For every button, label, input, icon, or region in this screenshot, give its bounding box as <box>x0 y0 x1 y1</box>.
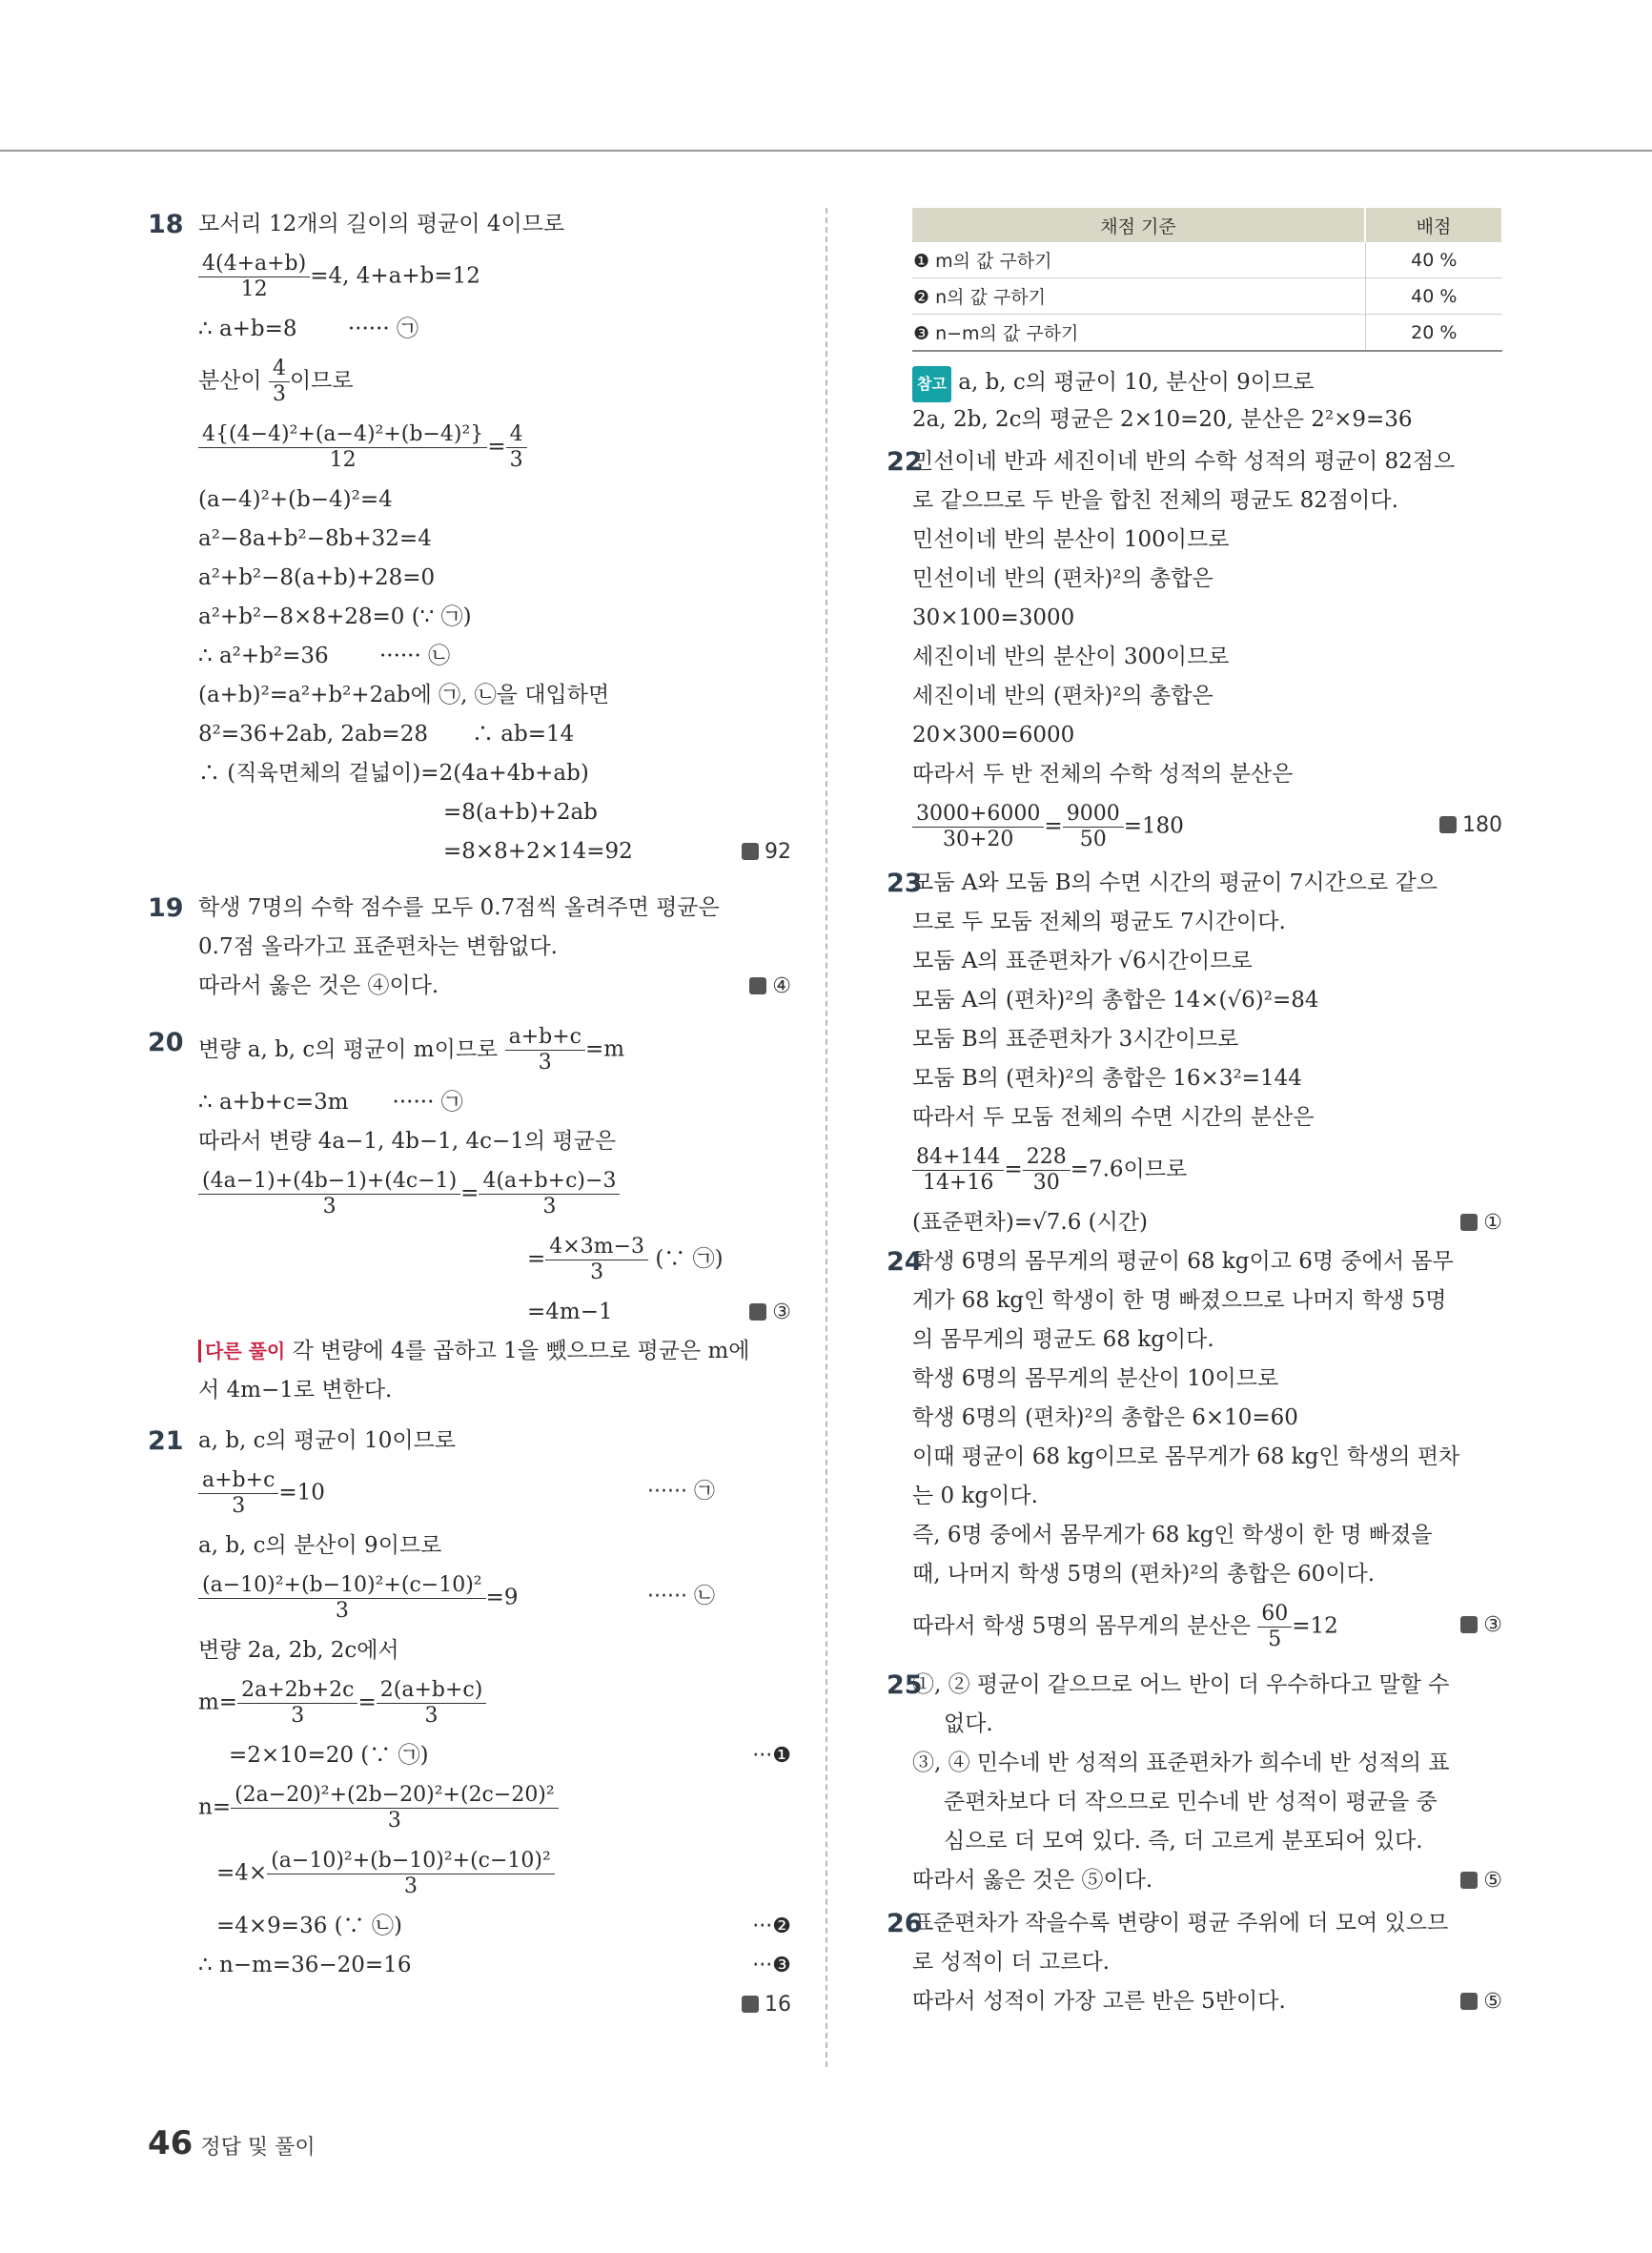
q20-eq-1: ∴ a+b+c=3m ······ ㉠ <box>198 1090 463 1115</box>
answer-icon <box>742 843 759 860</box>
q19-answer: ④ <box>749 967 791 1006</box>
page-footer <box>148 2124 316 2162</box>
q23-eq: $\frac{84+144}{14+16}$ = $\frac{228}{30}$ =7.6이므로 <box>887 1137 1502 1203</box>
q20-eq-2: 따라서 변량 4a−1, 4b−1, 4c−1의 평균은 <box>198 1129 617 1154</box>
fraction: $\frac{9000}{50}$ <box>1063 802 1124 852</box>
q21-eq-3: $\frac{\text{(a−10)²+(b−10)²+(c−10)²}}{3}$ =9 ······ ㉡ <box>148 1566 791 1631</box>
q26-line-3: 따라서 성적이 가장 고른 반은 5반이다. ⑤ <box>887 1982 1502 2021</box>
q22-line-8: 20×300=6000 <box>912 723 1075 748</box>
header-rule <box>0 150 1652 152</box>
q18-eq-12: ∴ (직육면체의 겉넓이)=2(4a+4b+ab) <box>198 761 589 786</box>
fraction: $\frac{60}{5}$ <box>1257 1602 1292 1652</box>
q24-line-4: 학생 6명의 몸무게의 분산이 10이므로 <box>912 1366 1279 1391</box>
q24-line-5: 학생 6명의 (편차)²의 총합은 6×10=60 <box>912 1405 1298 1430</box>
q21-number: 21 <box>148 1426 184 1456</box>
q21-answer: 16 <box>742 1985 791 2024</box>
answer-icon <box>1460 1993 1478 2010</box>
q19-line-3: 따라서 옳은 것은 ④이다. ④ <box>148 967 791 1006</box>
q23-line-2: 므로 두 모둠 전체의 평균도 7시간이다. <box>912 910 1286 934</box>
q22-line-2: 로 같으므로 두 반을 합친 전체의 평균도 82점이다. <box>912 488 1398 513</box>
q24-line-6: 이때 평균이 68 kg이므로 몸무게가 68 kg인 학생의 편차 <box>912 1444 1460 1469</box>
left-column <box>148 205 791 2024</box>
q18-eq-3: 분산이 $\frac{4}{3}$ 이므로 <box>198 357 354 406</box>
q18-number: 18 <box>148 210 184 239</box>
q24-number: 24 <box>887 1247 923 1277</box>
q18-eq-8: a²+b²−8×8+28=0 (∵ ㉠) <box>198 604 472 629</box>
fraction: $\frac{2(a+b+c)}{3}$ <box>377 1678 487 1729</box>
table-row: ❶ m의 값 구하기 40 % <box>912 242 1502 278</box>
q24-line-1: 24 학생 6명의 몸무게의 평균이 68 kg이고 6명 중에서 몸무 <box>887 1242 1502 1281</box>
q23-line-1: 23 모둠 A와 모둠 B의 수면 시간의 평균이 7시간으로 같으 <box>887 864 1502 903</box>
q18-eq-2: ∴ a+b=8 ······ ㉠ <box>198 317 419 341</box>
q26-answer: ⑤ <box>1460 1982 1502 2021</box>
q22-line-6: 세진이네 반의 분산이 300이므로 <box>912 645 1230 669</box>
fraction: $\frac{4\times 3m-3}{3}$ <box>545 1235 648 1285</box>
step-marker-3: ···❸ <box>752 1954 791 1977</box>
q25-answer: ⑤ <box>1460 1861 1502 1900</box>
q20-eq-4: = $\frac{4\times 3m-3}{3}$ (∵ ㉠) <box>527 1235 724 1284</box>
q19-number: 19 <box>148 893 184 923</box>
q20-line-1: 20 변량 a, b, c의 평균이 m이므로 $\frac{a+b+c}{3}$ =m <box>148 1025 625 1075</box>
answer-icon <box>1460 1616 1478 1633</box>
q22-eq: $\frac{3000+6000}{30+20}$ = $\frac{9000}{50}$ =180 180 <box>887 794 1502 860</box>
q23-line-6: 모둠 B의 (편차)²의 총합은 16×3²=144 <box>912 1066 1302 1091</box>
q24-line-2: 게가 68 kg인 학생이 한 명 빠졌으므로 나머지 학생 5명 <box>912 1288 1447 1313</box>
q18-eq-7: a²+b²−8(a+b)+28=0 <box>198 565 436 590</box>
table-header: 채점 기준 <box>912 208 1365 242</box>
q22-line-1: 22 민선이네 반과 세진이네 반의 수학 성적의 평균이 82점으 <box>887 442 1502 481</box>
fraction: $\frac{a+b+c}{3}$ <box>505 1025 585 1075</box>
q24-line-3: 의 몸무게의 평균도 68 kg이다. <box>912 1327 1214 1352</box>
q20-other-1: 다른 풀이 각 변량에 4를 곱하고 1을 뺐으므로 평균은 m에 <box>148 1332 791 1371</box>
step-marker-2: ···❷ <box>752 1915 791 1938</box>
q18-eq-4: $\frac{\text{4\{(4−4)²+(a−4)²+(b−4)²\}}}{12}$ = $\frac{4}{3}$ <box>148 415 791 481</box>
fraction: $\frac{4(4+a+b)}{12}$ <box>198 252 310 302</box>
q18-eq-6: a²−8a+b²−8b+32=4 <box>198 526 432 551</box>
q18-eq-5: (a−4)²+(b−4)²=4 <box>198 487 393 512</box>
q22-line-7: 세진이네 반의 (편차)²의 총합은 <box>912 684 1214 708</box>
q22-number: 22 <box>887 447 923 477</box>
fraction: $\frac{4(a+b+c)-3}{3}$ <box>479 1169 620 1219</box>
answer-icon <box>1460 1872 1478 1889</box>
q21-eq-1: $\frac{a+b+c}{3}$ =10 ······ ㉠ <box>148 1461 791 1526</box>
q26-line-1: 26 표준편차가 작을수록 변량이 평균 주위에 더 모여 있으므 <box>887 1904 1502 1943</box>
q22-answer: 180 <box>1439 811 1502 840</box>
answer-icon <box>749 1303 766 1321</box>
q19-line-2: 0.7점 올라가고 표준편차는 변함없다. <box>198 934 558 959</box>
q23-number: 23 <box>887 869 923 898</box>
q20-eq-3: $\frac{(4a-1)+(4b-1)+(4c-1)}{3}$ = $\frac{4(a+b+c)-3}{3}$ <box>148 1161 791 1227</box>
q23-line-3: 모둠 A의 표준편차가 √6시간이므로 <box>912 949 1253 973</box>
q24-line-8: 즉, 6명 중에서 몸무게가 68 kg인 학생이 한 명 빠졌을 <box>912 1523 1433 1547</box>
q23-line-4: 모둠 A의 (편차)²의 총합은 14×(√6)²=84 <box>912 988 1319 1013</box>
fraction: $\frac{(4a-1)+(4b-1)+(4c-1)}{3}$ <box>198 1169 460 1219</box>
q21-eq-6: =2×10=20 (∵ ㉠) ···❶ <box>148 1736 791 1775</box>
q18-eq-14: =8×8+2×14=92 92 <box>148 832 791 871</box>
q25-line-2: 없다. <box>944 1711 993 1736</box>
q18-eq-9: ∴ a²+b²=36 ······ ㉡ <box>198 644 451 668</box>
q23-line-7: 따라서 두 모둠 전체의 수면 시간의 분산은 <box>912 1105 1315 1130</box>
fraction: $\frac{\text{(a−10)²+(b−10)²+(c−10)²}}{3}$ <box>267 1849 555 1899</box>
q22-line-4: 민선이네 반의 (편차)²의 총합은 <box>912 566 1214 591</box>
q18-eq-1: $\frac{4(4+a+b)}{12}$ =4, 4+a+b=12 <box>148 244 791 310</box>
q21-eq-10: ∴ n−m=36−20=16 ···❸ <box>148 1946 791 1985</box>
note-line-1: 참고 a, b, c의 평균이 10, 분산이 9이므로 <box>887 365 1502 402</box>
table-row: ❷ n의 값 구하기 40 % <box>912 278 1502 315</box>
q23-line-5: 모둠 B의 표준편차가 3시간이므로 <box>912 1027 1239 1052</box>
fraction: $\frac{2a+2b+2c}{3}$ <box>237 1678 357 1729</box>
q21-line-1: 21 a, b, c의 평균이 10이므로 <box>148 1422 791 1461</box>
q24-answer: ③ <box>1460 1611 1502 1640</box>
fraction: $\frac{\text{(2a−20)²+(2b−20)²+(2c−20)²}}{3}$ <box>231 1783 559 1833</box>
answer-icon <box>1460 1214 1478 1231</box>
q25-line-1: 25 ①, ② 평균이 같으므로 어느 반이 더 우수하다고 말할 수 <box>887 1666 1502 1705</box>
q21-eq-9: =4×9=36 (∵ ㉡) ···❷ <box>148 1907 791 1946</box>
q23-answer: ① <box>1460 1203 1502 1242</box>
other-solution-badge: 다른 풀이 <box>198 1340 285 1362</box>
q26-line-2: 로 성적이 더 고르다. <box>912 1950 1110 1975</box>
note-line-2: 2a, 2b, 2c의 평균은 2×10=20, 분산은 2²×9=36 <box>912 407 1413 432</box>
q21-eq-4: 변량 2a, 2b, 2c에서 <box>198 1638 399 1663</box>
fraction: $\frac{a+b+c}{3}$ <box>198 1468 278 1519</box>
step-marker-1: ···❶ <box>752 1744 791 1768</box>
q25-number: 25 <box>887 1670 923 1700</box>
q21-answer-line <box>148 1985 791 2024</box>
footer-title: 정답 및 풀이 <box>200 2136 316 2160</box>
q21-eq-8: =4× $\frac{\text{(a−10)²+(b−10)²+(c−10)²}}{3}$ <box>148 1841 791 1907</box>
q21-eq-7: n= $\frac{\text{(2a−20)²+(2b−20)²+(2c−20)²}}{3}$ <box>148 1775 791 1841</box>
q25-line-5: 심으로 더 모여 있다. 즉, 더 고르게 분포되어 있다. <box>944 1829 1423 1854</box>
column-divider <box>826 208 827 2067</box>
q25-line-4: 준편차보다 더 작으므로 민수네 반 성적이 평균을 중 <box>944 1790 1438 1814</box>
q24-line-9: 때, 나머지 학생 5명의 (편차)²의 총합은 60이다. <box>912 1562 1376 1587</box>
right-column <box>887 208 1502 2021</box>
q22-line-9: 따라서 두 반 전체의 수학 성적의 분산은 <box>912 762 1294 787</box>
fraction: $\frac{4}{3}$ <box>269 357 290 407</box>
q20-answer: ③ <box>749 1293 791 1332</box>
q22-line-5: 30×100=3000 <box>912 605 1075 630</box>
note-badge: 참고 <box>912 366 951 402</box>
q18-eq-13: =8(a+b)+2ab <box>443 800 598 825</box>
q25-line-6: 따라서 옳은 것은 ⑤이다. ⑤ <box>887 1861 1502 1900</box>
q24-eq: 따라서 학생 5명의 몸무게의 분산은 $\frac{60}{5}$ =12 ③ <box>912 1602 1502 1651</box>
fraction: $\frac{84+144}{14+16}$ <box>912 1145 1004 1196</box>
q24-line-7: 는 0 kg이다. <box>912 1484 1038 1508</box>
q21-eq-5: m= $\frac{2a+2b+2c}{3}$ = $\frac{2(a+b+c)}{3}$ <box>148 1670 791 1736</box>
q18-answer: 92 <box>742 832 791 871</box>
fraction: $\frac{228}{30}$ <box>1023 1145 1071 1196</box>
page-number: 46 <box>148 2124 194 2162</box>
answer-icon <box>749 977 766 994</box>
q22-line-3: 민선이네 반의 분산이 100이므로 <box>912 527 1230 552</box>
q18-eq-11: 8²=36+2ab, 2ab=28 ∴ ab=14 <box>198 722 575 747</box>
answer-icon <box>742 1996 759 2013</box>
q20-eq-5: =4m−1 ③ <box>148 1293 791 1332</box>
q18-line-1: 18 모서리 12개의 길이의 평균이 4이므로 <box>148 205 791 244</box>
q19-line-1: 19 학생 7명의 수학 점수를 모두 0.7점씩 올려주면 평균은 <box>148 889 791 928</box>
table-header-row <box>912 208 1502 242</box>
q21-eq-2: a, b, c의 분산이 9이므로 <box>198 1533 442 1558</box>
q26-number: 26 <box>887 1909 923 1938</box>
q23-line-8: (표준편차)=√7.6 (시간) ① <box>887 1203 1502 1242</box>
fraction: $\frac{4}{3}$ <box>506 422 527 473</box>
answer-icon <box>1439 816 1457 833</box>
scoring-table <box>912 208 1503 352</box>
q25-line-3: ③, ④ 민수네 반 성적의 표준편차가 희수네 반 성적의 표 <box>912 1751 1450 1775</box>
table-header: 배점 <box>1365 208 1502 242</box>
q20-number: 20 <box>148 1028 184 1057</box>
q18-eq-10: (a+b)²=a²+b²+2ab에 ㉠, ㉡을 대입하면 <box>198 683 610 707</box>
fraction: $\frac{3000+6000}{30+20}$ <box>912 802 1044 852</box>
fraction: $\frac{\text{4\{(4−4)²+(a−4)²+(b−4)²\}}}{12}$ <box>198 422 487 473</box>
fraction: $\frac{\text{(a−10)²+(b−10)²+(c−10)²}}{3}$ <box>198 1573 486 1624</box>
table-row: ❸ n−m의 값 구하기 20 % <box>912 315 1502 352</box>
q20-other-2: 서 4m−1로 변한다. <box>198 1378 393 1403</box>
